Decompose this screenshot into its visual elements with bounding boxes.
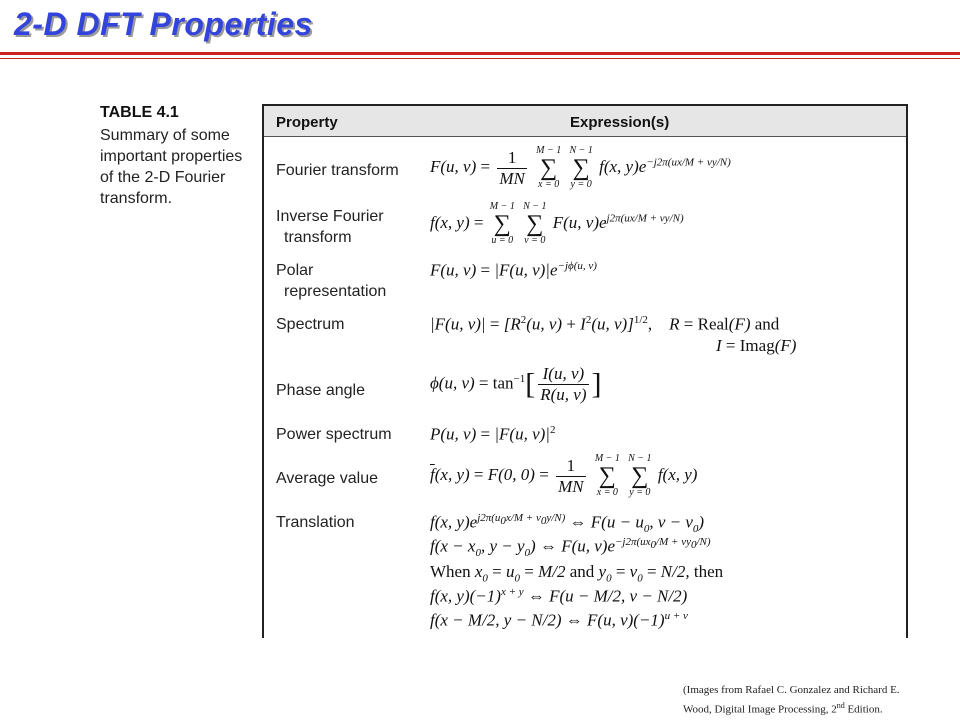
expression-line: f(x, $y)(-1)^{x + y}$ ⇔ F(u − M/2, v − N/2) — [430, 586, 688, 606]
table-row — [264, 512, 906, 638]
table-row — [264, 146, 906, 202]
expression: $\overline{f}(x$, y) = F(0, 0) = $\frac{1}{MN}$ M − 1 ∑ x = 0 N − 1 ∑ y = 0 f(x, y) — [430, 453, 698, 498]
property-name: Spectrum — [276, 316, 345, 333]
image-credit: (Images from Rafael C. Gonzalez and Richard E. Wood, Digital Image Processing, 2nd Edition. — [683, 684, 900, 716]
title-rule — [0, 52, 960, 55]
property-name: Power spectrum — [276, 426, 392, 443]
expression-line: When $x_0 = u_0 = M/2$ and $y_0 = v_0 = N/2$, then — [430, 562, 724, 585]
expression: P(u, v) = |F(u, $v)|^2$ — [430, 424, 556, 444]
expression-line: f(x, $y)e^{j2\pi(u_0x/M + v_0y/N)}$ ⇔ $F(u - u_0$, $v - v_0$) — [430, 512, 705, 536]
properties-table — [262, 104, 908, 638]
table-row — [264, 364, 906, 416]
slide-title: 2-D DFT Properties — [14, 6, 313, 42]
expression-continued: I = Imag(F) — [716, 336, 797, 355]
table-caption — [100, 104, 250, 209]
property-name: Phase angle — [276, 382, 365, 399]
header-property: Property — [276, 114, 338, 131]
table-row — [264, 260, 906, 308]
table-label: TABLE 4.1 — [100, 104, 179, 121]
property-name: Polar representation — [276, 262, 387, 300]
expression-line: f(x − M/2, y − N/2) ⇔ F(u, $v)(-1)^{u + v}$ — [430, 610, 688, 630]
title-rule-thin — [0, 58, 960, 59]
table-row — [264, 312, 906, 358]
property-name: Translation — [276, 514, 355, 531]
expression-line: $f(x - x_0$, $y - y_0$) ⇔ F(u, $v)e^{-j2\pi(ux_0/M + vy_0/N)}$ — [430, 536, 711, 560]
property-name: Inverse Fourier transform — [276, 208, 384, 246]
property-name: Average value — [276, 470, 378, 487]
property-name: Fourier transform — [276, 162, 399, 179]
expression: F(u, v) = $\frac{1}{MN}$ M − 1 ∑ x = 0 N − 1 ∑ y = 0 f(x, $y)e^{-j2\pi(ux/M + vy/N)}$ — [430, 145, 731, 190]
expression: f(x, y) = M − 1 ∑ u = 0 N − 1 ∑ v = 0 F(u, $v)e^{j2\pi(ux/M + vy/N)}$ — [430, 201, 684, 246]
expression: F(u, v) = |F(u, $v)|e^{-j\phi(u, v)}$ — [430, 260, 597, 280]
table-row — [264, 424, 906, 450]
table-row — [264, 202, 906, 254]
header-expression: Expression(s) — [570, 114, 670, 131]
table-description: Summary of some important properties of the 2-D Fourier transform. — [100, 127, 243, 207]
expression: ϕ(u, $v) = \tan^{-1}$[ $\frac{I(u, v)}{R(u, v)}$ ] — [430, 364, 602, 404]
table-row — [264, 454, 906, 510]
expression: |F(u, $v)| = [R^2(u$, $v) + I^2(u$, v)]$^{1/2}$, R = Real(F) and — [430, 314, 780, 334]
table-header — [264, 106, 906, 137]
